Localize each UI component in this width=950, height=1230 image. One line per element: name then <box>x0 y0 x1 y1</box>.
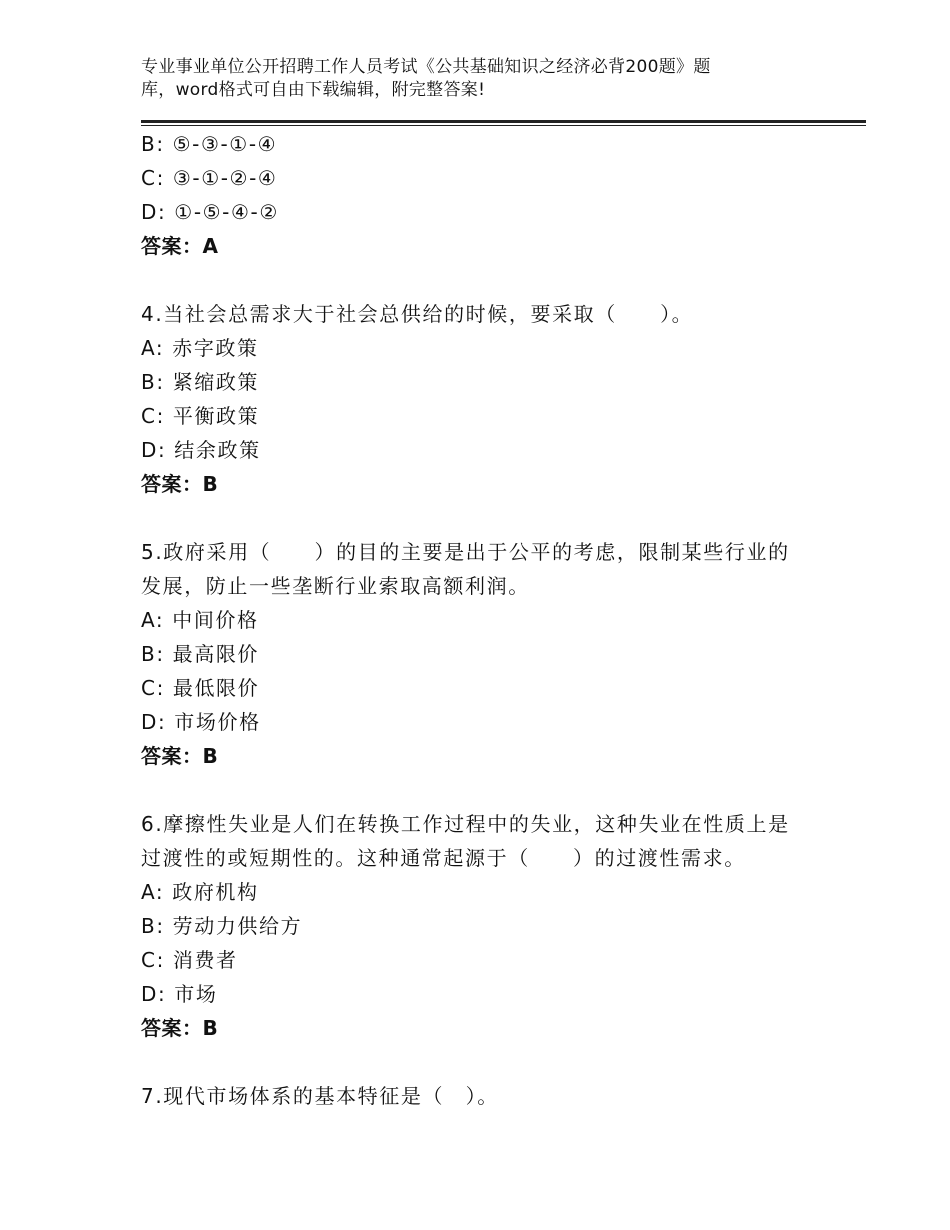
question-3-option-d: D: ①-⑤-④-② <box>141 200 279 224</box>
header-title-line-2: 库，word格式可自由下载编辑，附完整答案! <box>141 80 486 100</box>
question-6-option-d: D: 市场 <box>141 982 218 1006</box>
question-4-option-b: B: 紧缩政策 <box>141 370 260 394</box>
spacer <box>141 1045 841 1079</box>
question-3-option-c: C: ③-①-②-④ <box>141 166 278 190</box>
question-6-stem-line-2: 过渡性的或短期性的。这种通常起源于（ ）的过渡性需求。 <box>141 846 746 870</box>
question-7-stem: 7.现代市场体系的基本特征是（ ）。 <box>141 1084 499 1108</box>
question-4-stem: 4.当社会总需求大于社会总供给的时候，要采取（ ）。 <box>141 302 694 326</box>
document-content <box>141 127 841 1113</box>
question-4-option-d: D: 结余政策 <box>141 438 261 462</box>
spacer <box>141 263 841 297</box>
question-6 <box>141 807 841 1045</box>
question-5-option-b: B: 最高限价 <box>141 642 260 666</box>
question-3-continued <box>141 127 841 263</box>
question-6-stem-line-1: 6.摩擦性失业是人们在转换工作过程中的失业，这种失业在性质上是 <box>141 812 790 836</box>
question-7 <box>141 1079 841 1113</box>
spacer <box>141 773 841 807</box>
question-3-answer: 答案：A <box>141 234 219 258</box>
question-5-stem-line-2: 发展，防止一些垄断行业索取高额利润。 <box>141 574 530 598</box>
question-5-option-a: A: 中间价格 <box>141 608 259 632</box>
header-divider-thick <box>141 120 866 123</box>
question-6-option-b: B: 劳动力供给方 <box>141 914 303 938</box>
question-6-option-a: A: 政府机构 <box>141 880 259 904</box>
header-title-line-1: 专业事业单位公开招聘工作人员考试《公共基础知识之经济必背200题》题 <box>141 57 711 77</box>
spacer <box>141 501 841 535</box>
question-6-option-c: C: 消费者 <box>141 948 238 972</box>
question-5-option-d: D: 市场价格 <box>141 710 261 734</box>
question-5-answer: 答案：B <box>141 744 219 768</box>
question-4 <box>141 297 841 501</box>
question-5 <box>141 535 841 773</box>
question-6-answer: 答案：B <box>141 1016 219 1040</box>
question-5-option-c: C: 最低限价 <box>141 676 260 700</box>
document-header <box>141 56 781 102</box>
question-4-answer: 答案：B <box>141 472 219 496</box>
question-5-stem-line-1: 5.政府采用（ ）的目的主要是出于公平的考虑，限制某些行业的 <box>141 540 790 564</box>
question-3-option-b: B: ⑤-③-①-④ <box>141 132 278 156</box>
question-4-option-c: C: 平衡政策 <box>141 404 260 428</box>
question-4-option-a: A: 赤字政策 <box>141 336 259 360</box>
header-divider-thin <box>141 125 866 126</box>
